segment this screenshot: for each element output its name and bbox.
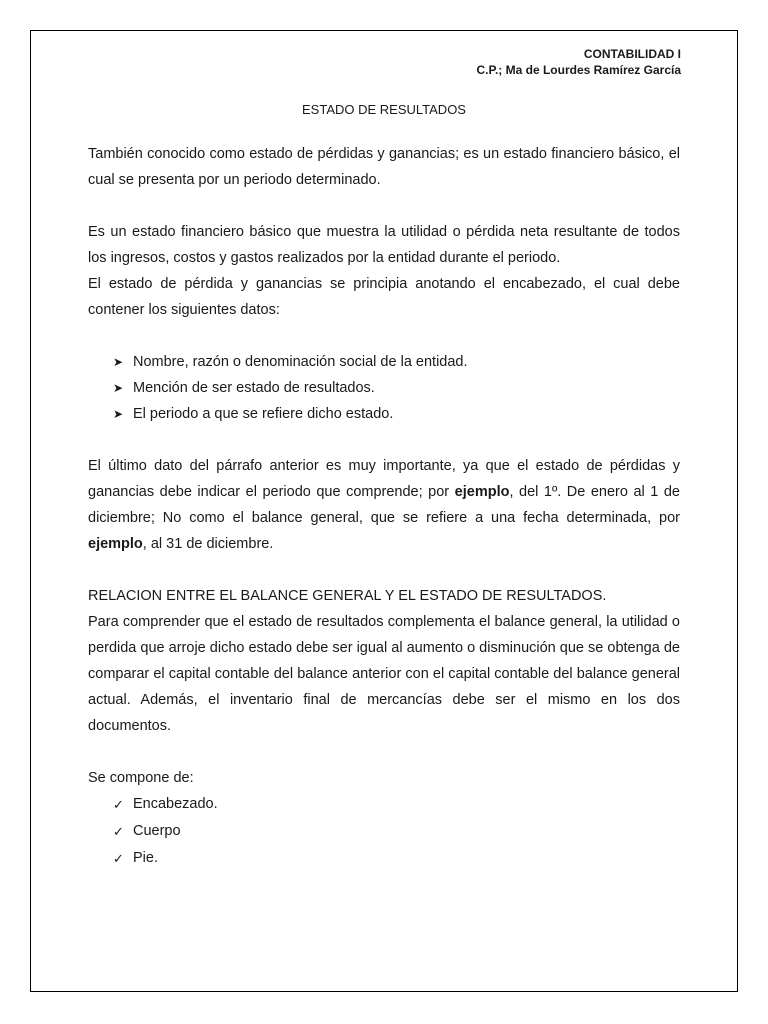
list-item: ➤ Mención de ser estado de resultados. [88,375,680,401]
arrowhead-bullet-icon: ➤ [113,355,124,369]
document-body [88,141,680,872]
list-item: ➤ Nombre, razón o denominación social de la entidad. [88,349,680,375]
intro-paragraph: También conocido como estado de pérdidas y ganancias; es un estado financiero básico, el cual se presenta por un periodo determinado. [88,146,680,188]
compose-label: Se compone de: [88,770,194,786]
document-header [476,46,681,78]
arrowhead-bullet-icon: ➤ [113,407,124,421]
arrowhead-bullet-icon: ➤ [113,381,124,395]
checkmark-icon: ✓ [113,797,124,812]
section-heading: RELACION ENTRE EL BALANCE GENERAL Y EL ESTADO DE RESULTADOS. [88,588,607,604]
components-list [88,791,680,872]
author-name: C.P.; Ma de Lourdes Ramírez García [476,63,681,77]
list-item: ✓ Encabezado. [88,791,680,818]
list-item: ✓ Pie. [88,845,680,872]
checkmark-icon: ✓ [113,824,124,839]
relation-paragraph: Para comprender que el estado de resultados complementa el balance general, la utilidad o perdida que arroje dicho estado debe ser igual al aumento o disminución que se obtenga de comparar el capital contable del balance anterior con el capital contable del balance general actual. Además, el inventario final de mercancías debe ser el mismo en los dos documentos. [88,614,680,734]
list-item: ➤ El periodo a que se refiere dicho estado. [88,401,680,427]
header-paragraph: El estado de pérdida y ganancias se principia anotando el encabezado, el cual debe contener los siguientes datos: [88,276,680,318]
checkmark-icon: ✓ [113,851,124,866]
list-item: ✓ Cuerpo [88,818,680,845]
document-title: ESTADO DE RESULTADOS [302,102,466,117]
period-paragraph: El último dato del párrafo anterior es muy importante, ya que el estado de pérdidas y ganancias debe indicar el periodo que comprende; por ejemplo, del 1º. De enero al 1 de diciembre; No como el balance general, que se refiere a una fecha determinada, por ejemplo, al 31 de diciembre. [88,458,680,552]
definition-paragraph: Es un estado financiero básico que muestra la utilidad o pérdida neta resultante de todos los ingresos, costos y gastos realizados por la entidad durante el periodo. [88,224,680,266]
course-name: CONTABILIDAD I [583,47,681,61]
header-data-list [88,349,680,427]
